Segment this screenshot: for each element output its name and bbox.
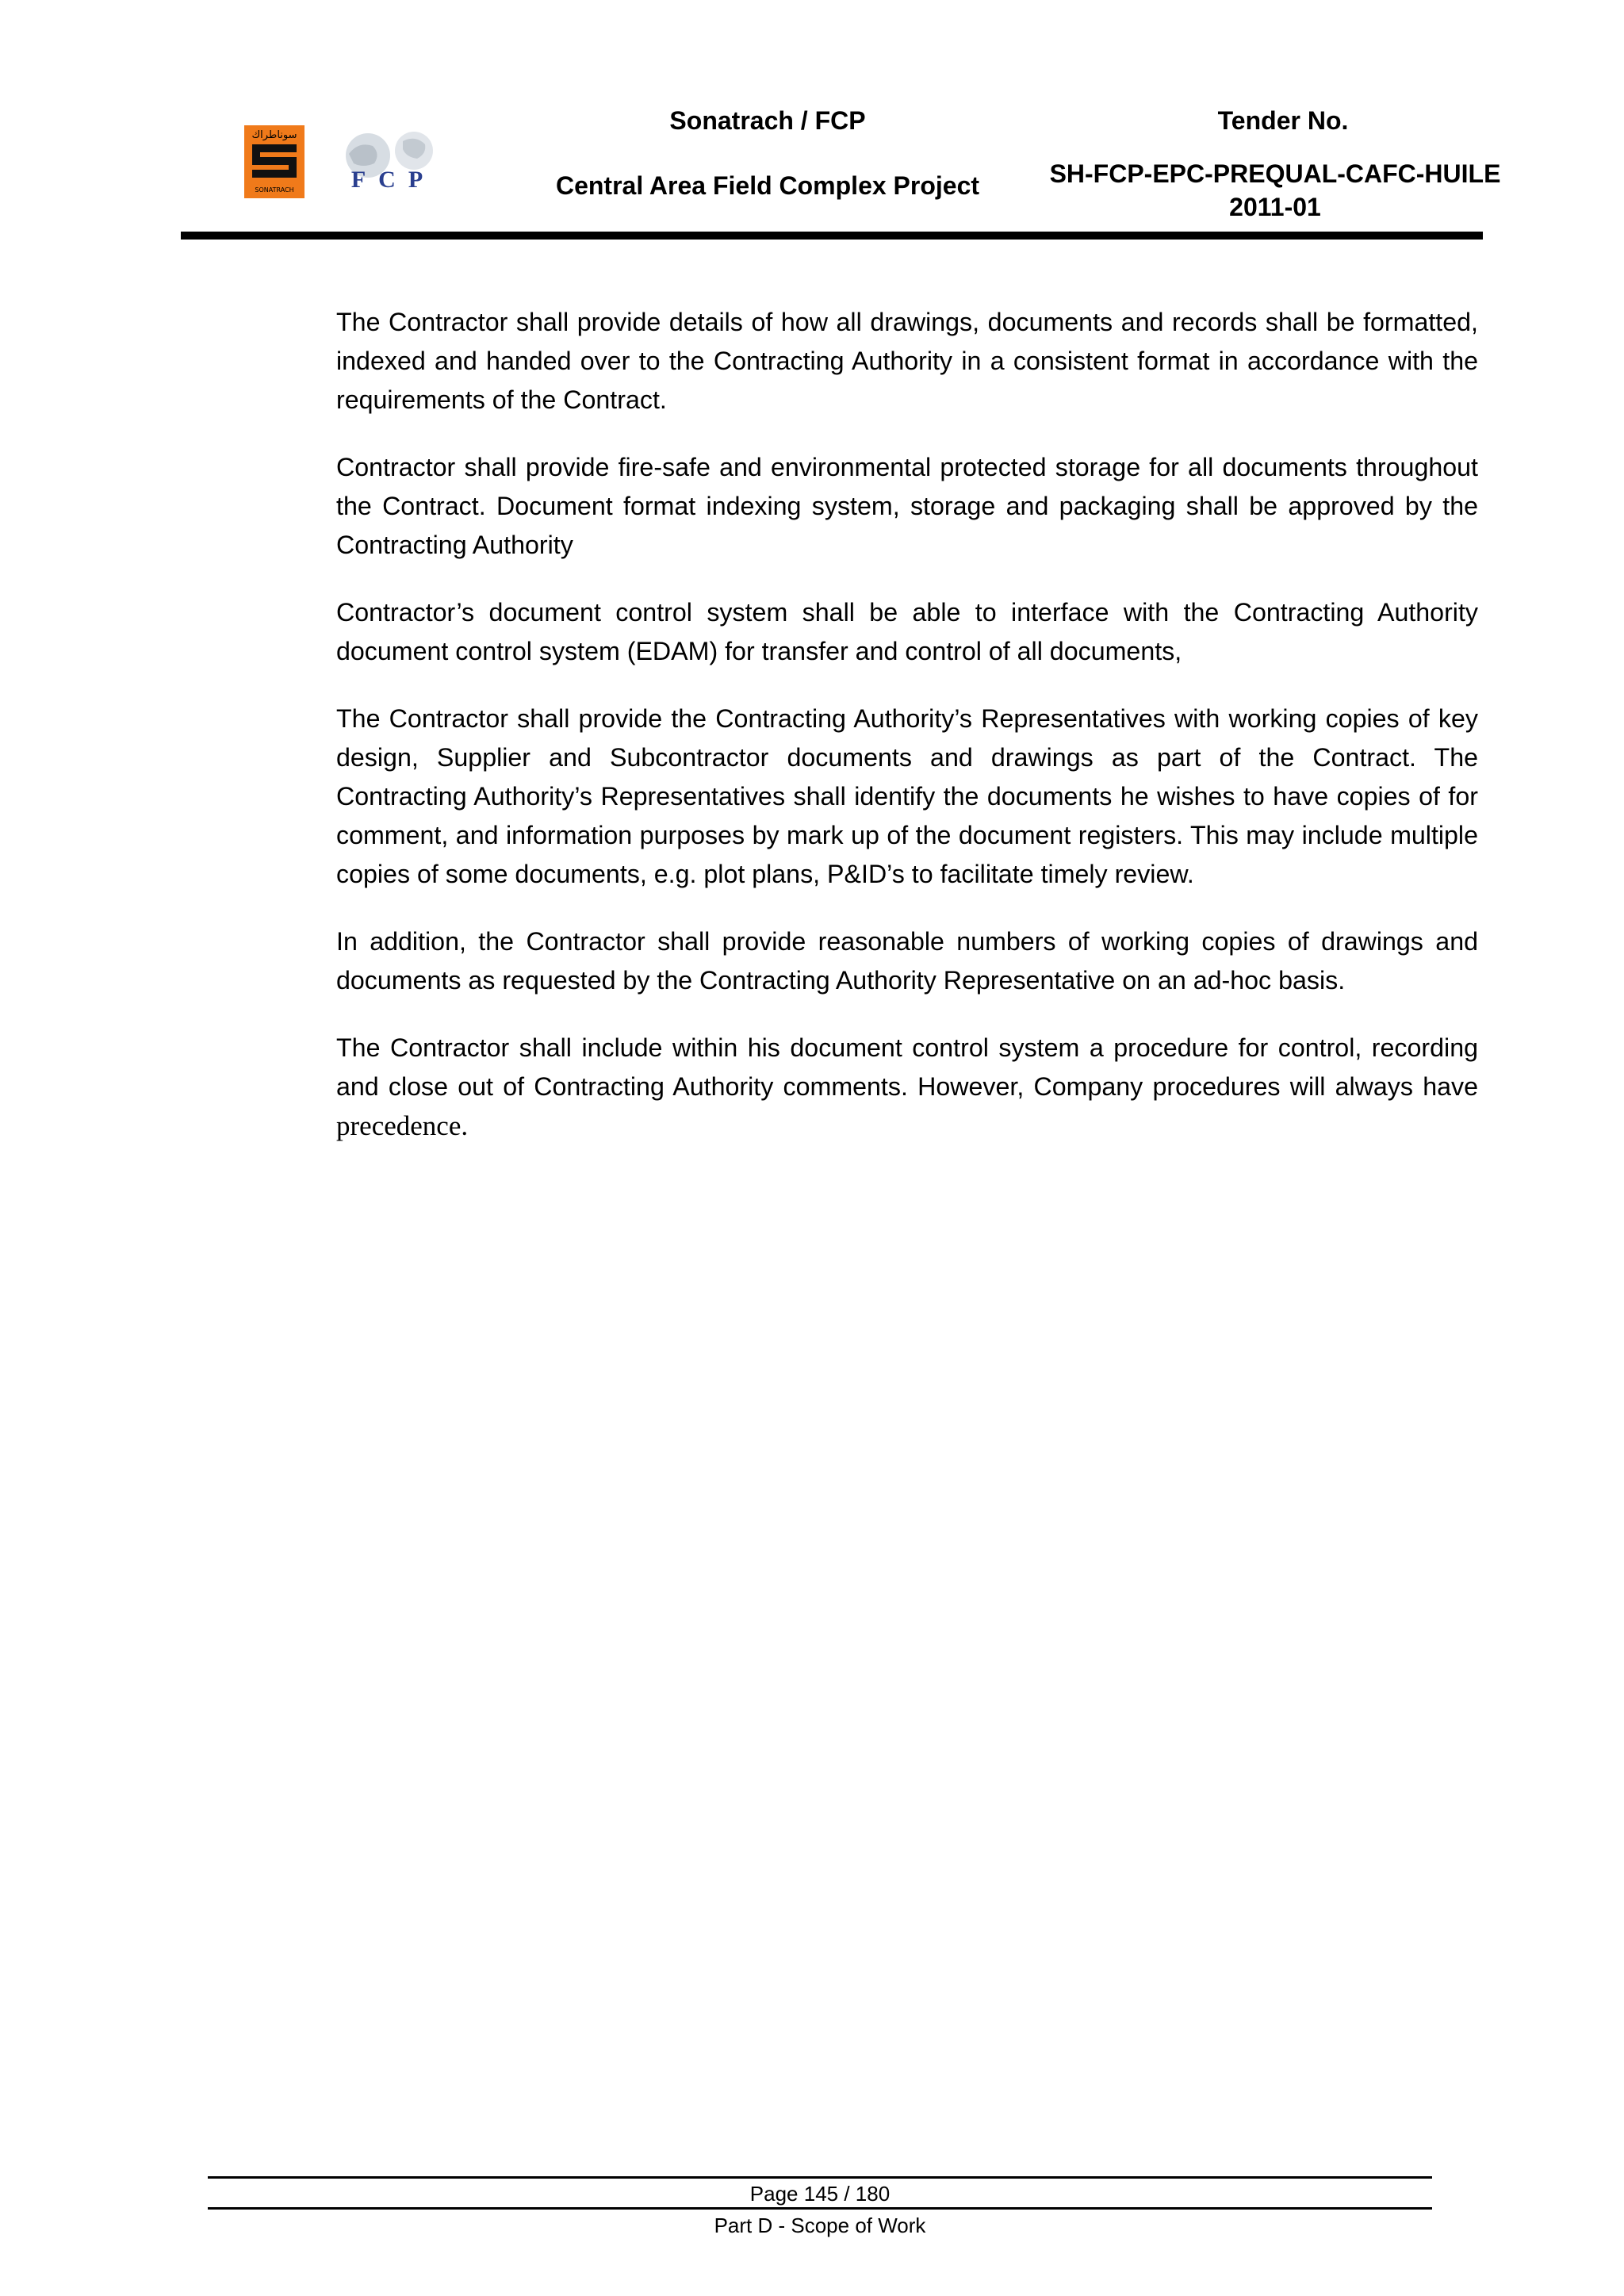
paragraph: Contractor shall provide fire-safe and environmental protected storage for all documents throughout the Contract. Document format indexing system, storage and packaging shall be approved by the Contracting Authority (336, 453, 1478, 559)
footer-rule-bottom (208, 2207, 1432, 2210)
document-body (336, 303, 1478, 1175)
tender-label: Tender No. (1217, 106, 1349, 135)
fcp-logo (330, 130, 457, 195)
company-name: Sonatrach / FCP (669, 106, 866, 135)
tender-number: SH-FCP-EPC-PREQUAL-CAFC-HUILE 2011-01 (1049, 159, 1501, 221)
page-header (181, 102, 1501, 238)
svg-text:سوناطراك: سوناطراك (251, 129, 297, 141)
paragraph-last-text: The Contractor shall include within his document control system a procedure for control, recording and close out of Contracting Authority comments. However, Company procedures will always have (336, 1033, 1478, 1101)
paragraph: Contractor’s document control system shall be able to interface with the Contracting Authority document control system (EDAM) for transfer and control of all documents, (336, 598, 1478, 665)
paragraph: In addition, the Contractor shall provide reasonable numbers of working copies of drawings and documents as requested by the Contracting Authority Representative on an ad-hoc basis. (336, 927, 1478, 995)
svg-text:SONATRACH: SONATRACH (255, 186, 294, 194)
footer-rule-top (208, 2176, 1432, 2179)
paragraph-last (336, 1029, 1478, 1146)
svg-text:FCP: FCP (350, 167, 436, 193)
paragraph: The Contractor shall provide details of how all drawings, documents and records shall be formatted, indexed and handed over to the Contracting Authority in a consistent format in accordance with the requirements of the Contract. (336, 308, 1478, 414)
project-name: Central Area Field Complex Project (555, 171, 980, 200)
paragraph: The Contractor shall provide the Contracting Authority’s Representatives with working copies of key design, Supplier and Subcontractor documents and drawings as part of the Contract. The Contracting Authority’s Representatives shall identify the documents he wishes to have copies of for comment, and information purposes by mark up of the document registers. This may include multiple copies of some documents, e.g. plot plans, P&ID’s to facilitate timely review. (336, 704, 1478, 888)
paragraph-last-ending: precedence. (336, 1110, 469, 1141)
footer-section: Part D - Scope of Work (714, 2214, 926, 2237)
sonatrach-logo (244, 125, 304, 198)
page-number: Page 145 / 180 (749, 2182, 891, 2206)
header-rule (181, 232, 1483, 240)
